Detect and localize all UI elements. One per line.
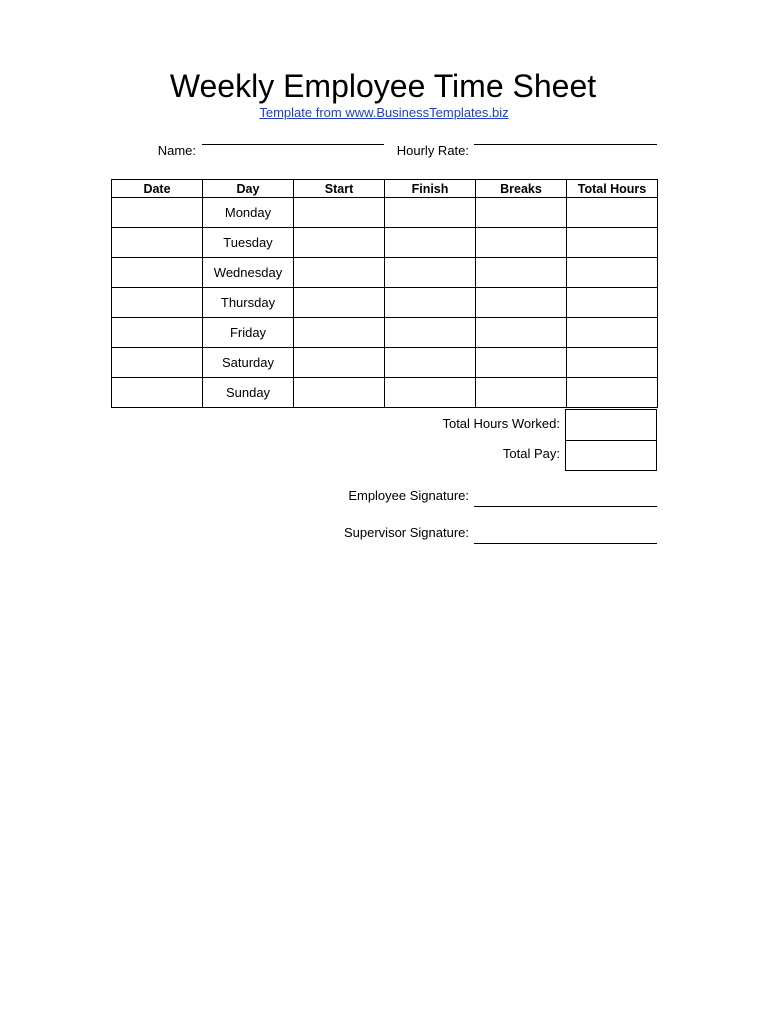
total-hours-cell[interactable] — [567, 288, 658, 318]
date-cell[interactable] — [112, 348, 203, 378]
day-cell: Sunday — [203, 378, 294, 408]
total-hours-cell[interactable] — [567, 348, 658, 378]
day-cell: Saturday — [203, 348, 294, 378]
total-hours-cell[interactable] — [567, 378, 658, 408]
table-row — [112, 378, 658, 408]
total-pay-field[interactable] — [565, 440, 657, 471]
column-header-date: Date — [112, 180, 203, 198]
start-cell[interactable] — [294, 228, 385, 258]
date-cell[interactable] — [112, 198, 203, 228]
start-cell[interactable] — [294, 318, 385, 348]
template-link[interactable]: Template from www.BusinessTemplates.biz — [259, 105, 509, 120]
breaks-cell[interactable] — [476, 378, 567, 408]
employee-signature-field[interactable] — [474, 490, 657, 507]
start-cell[interactable] — [294, 348, 385, 378]
column-header-total-hours: Total Hours — [567, 180, 658, 198]
column-header-start: Start — [294, 180, 385, 198]
hourly-rate-label: Hourly Rate: — [396, 143, 469, 158]
column-header-day: Day — [203, 180, 294, 198]
date-cell[interactable] — [112, 258, 203, 288]
date-cell[interactable] — [112, 288, 203, 318]
finish-cell[interactable] — [385, 258, 476, 288]
table-row — [112, 318, 658, 348]
employee-signature-label: Employee Signature: — [348, 488, 469, 503]
day-cell: Friday — [203, 318, 294, 348]
breaks-cell[interactable] — [476, 258, 567, 288]
breaks-cell[interactable] — [476, 288, 567, 318]
page-title: Weekly Employee Time Sheet — [169, 68, 597, 104]
start-cell[interactable] — [294, 378, 385, 408]
table-row — [112, 228, 658, 258]
total-hours-cell[interactable] — [567, 258, 658, 288]
start-cell[interactable] — [294, 198, 385, 228]
start-cell[interactable] — [294, 258, 385, 288]
name-field[interactable] — [202, 144, 384, 145]
finish-cell[interactable] — [385, 318, 476, 348]
total-pay-label: Total Pay: — [502, 446, 560, 461]
name-label: Name: — [157, 143, 196, 158]
breaks-cell[interactable] — [476, 348, 567, 378]
column-header-finish: Finish — [385, 180, 476, 198]
day-cell: Thursday — [203, 288, 294, 318]
date-cell[interactable] — [112, 228, 203, 258]
supervisor-signature-label: Supervisor Signature: — [343, 525, 469, 540]
day-cell: Tuesday — [203, 228, 294, 258]
table-row — [112, 348, 658, 378]
total-hours-worked-field[interactable] — [565, 409, 657, 441]
table-header-row — [112, 180, 658, 198]
date-cell[interactable] — [112, 318, 203, 348]
finish-cell[interactable] — [385, 348, 476, 378]
finish-cell[interactable] — [385, 198, 476, 228]
breaks-cell[interactable] — [476, 318, 567, 348]
column-header-breaks: Breaks — [476, 180, 567, 198]
table-row — [112, 288, 658, 318]
start-cell[interactable] — [294, 288, 385, 318]
table-row — [112, 198, 658, 228]
total-hours-worked-label: Total Hours Worked: — [442, 416, 560, 431]
timesheet-table — [111, 179, 658, 408]
day-cell: Wednesday — [203, 258, 294, 288]
total-hours-cell[interactable] — [567, 198, 658, 228]
total-hours-cell[interactable] — [567, 318, 658, 348]
finish-cell[interactable] — [385, 228, 476, 258]
day-cell: Monday — [203, 198, 294, 228]
finish-cell[interactable] — [385, 288, 476, 318]
date-cell[interactable] — [112, 378, 203, 408]
finish-cell[interactable] — [385, 378, 476, 408]
hourly-rate-field[interactable] — [474, 144, 657, 145]
breaks-cell[interactable] — [476, 198, 567, 228]
breaks-cell[interactable] — [476, 228, 567, 258]
supervisor-signature-field[interactable] — [474, 527, 657, 544]
table-row — [112, 258, 658, 288]
total-hours-cell[interactable] — [567, 228, 658, 258]
